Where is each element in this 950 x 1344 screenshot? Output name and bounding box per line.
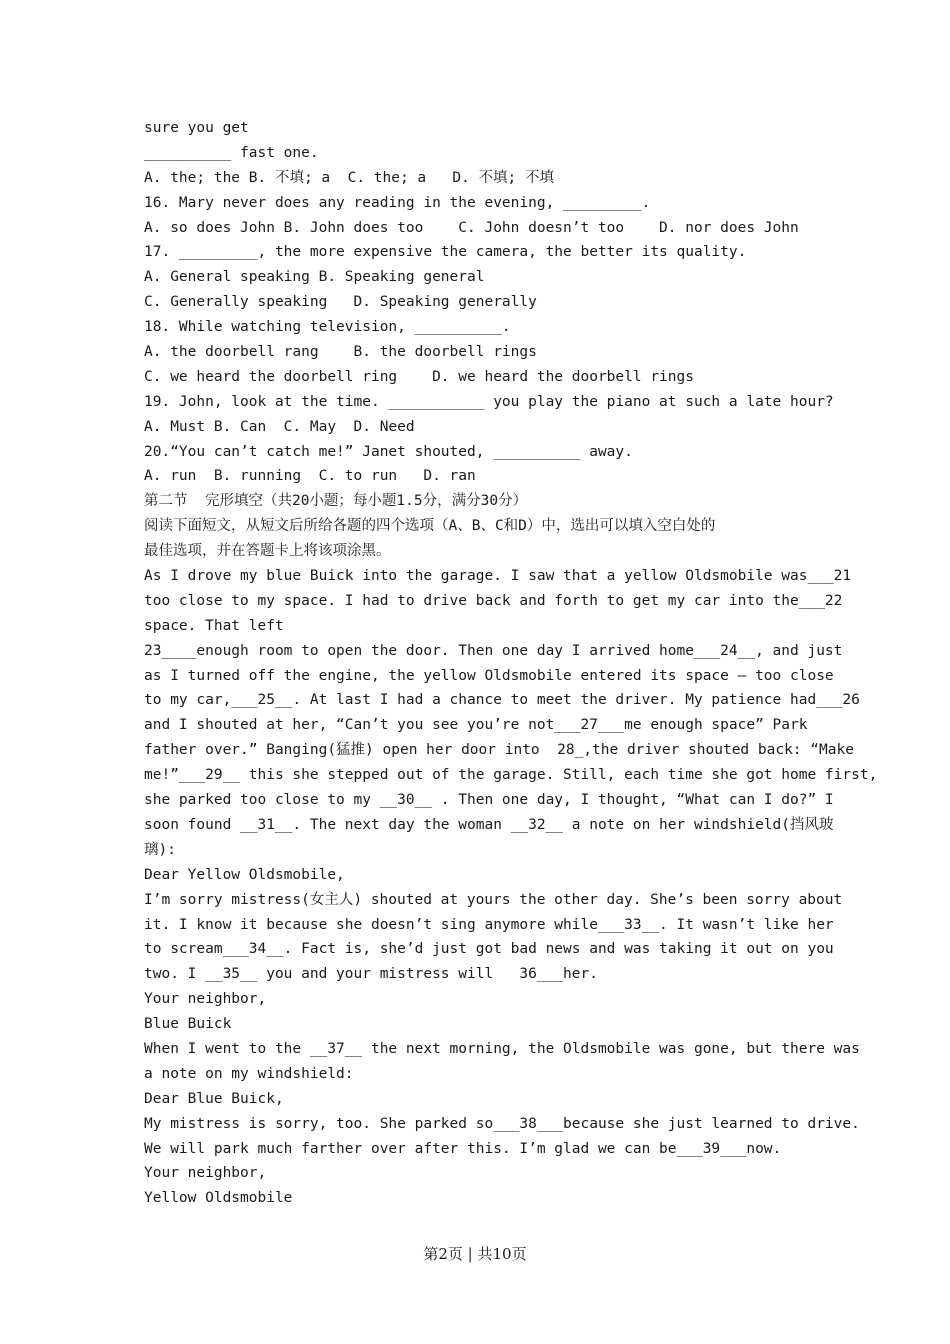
text-line: it. I know it because she doesn’t sing anymore while___33__. It wasn’t like her	[144, 916, 834, 933]
text-line: me!”___29__ this she stepped out of the garage. Still, each time she got home first,	[144, 767, 878, 784]
text-line: 第二节 完形填空（共20小题；每小题1.5分，满分30分）	[144, 493, 528, 510]
text-line: father over.” Banging(猛推) open her door into 28_,the driver shouted back: “Make	[144, 742, 854, 759]
text-line: two. I __35__ you and your mistress will 36___her.	[144, 966, 598, 983]
text-line: Your neighbor,	[144, 1165, 267, 1182]
text-line: Blue Buick	[144, 1016, 232, 1033]
text-line: 16. Mary never does any reading in the evening, _________.	[144, 194, 651, 211]
text-line: We will park much farther over after this. I’m glad we can be___39___now.	[144, 1140, 782, 1157]
text-line: A. so does John B. John does too C. John doesn’t too D. nor does John	[144, 219, 799, 236]
text-line: to scream___34__. Fact is, she’d just got bad news and was taking it out on you	[144, 941, 834, 958]
document-body	[144, 116, 878, 1211]
text-line: A. the; the B. 不填; a C. the; a D. 不填; 不填	[144, 169, 554, 186]
text-line: 阅读下面短文，从短文后所给各题的四个选项（A、B、C和D）中，选出可以填入空白处的	[144, 518, 716, 535]
page-footer: 第2页 | 共10页	[423, 1245, 527, 1263]
text-line: 23____enough room to open the door. Then one day I arrived home___24__, and just	[144, 642, 843, 659]
text-line: A. Must B. Can C. May D. Need	[144, 418, 415, 435]
text-line: 璃):	[144, 841, 176, 858]
text-line: When I went to the __37__ the next morning, the Oldsmobile was gone, but there was	[144, 1040, 860, 1057]
text-line: A. General speaking B. Speaking general	[144, 269, 485, 286]
text-line: __________ fast one.	[144, 144, 319, 161]
text-line: My mistress is sorry, too. She parked so___38___because she just learned to drive.	[144, 1115, 860, 1132]
text-line: 18. While watching television, __________.	[144, 319, 511, 336]
text-line: 20.“You can’t catch me!” Janet shouted, __________ away.	[144, 443, 633, 460]
text-line: Dear Yellow Oldsmobile,	[144, 866, 345, 883]
text-line: 17. _________, the more expensive the camera, the better its quality.	[144, 244, 747, 261]
text-line: soon found __31__. The next day the woman __32__ a note on her windshield(挡风玻	[144, 816, 834, 833]
text-line: sure you get	[144, 120, 249, 136]
text-line: space. That left	[144, 617, 284, 634]
text-line: a note on my windshield:	[144, 1065, 354, 1082]
text-line: to my car,___25__. At last I had a chance to meet the driver. My patience had___26	[144, 692, 860, 709]
text-line: Yellow Oldsmobile	[144, 1190, 293, 1207]
text-line: Your neighbor,	[144, 991, 267, 1008]
text-line: As I drove my blue Buick into the garage. I saw that a yellow Oldsmobile was___21	[144, 568, 852, 585]
text-line: C. we heard the doorbell ring D. we heard the doorbell rings	[144, 368, 694, 385]
text-line: A. the doorbell rang B. the doorbell rings	[144, 344, 537, 361]
text-line: A. run B. running C. to run D. ran	[144, 468, 476, 485]
text-line: C. Generally speaking D. Speaking generally	[144, 294, 537, 311]
text-line: 19. John, look at the time. ___________ you play the piano at such a late hour?	[144, 393, 834, 410]
text-line: and I shouted at her, “Can’t you see you’re not___27___me enough space” Park	[144, 717, 808, 734]
text-line: 最佳选项，并在答题卡上将该项涂黑。	[144, 543, 391, 560]
text-line: I’m sorry mistress(女主人) shouted at yours the other day. She’s been sorry about	[144, 891, 843, 908]
text-line: she parked too close to my __30__ . Then one day, I thought, “What can I do?” I	[144, 792, 834, 809]
text-line: too close to my space. I had to drive back and forth to get my car into the___22	[144, 592, 843, 609]
text-line: as I turned off the engine, the yellow Oldsmobile entered its space — too close	[144, 667, 834, 684]
text-line: Dear Blue Buick,	[144, 1090, 284, 1107]
